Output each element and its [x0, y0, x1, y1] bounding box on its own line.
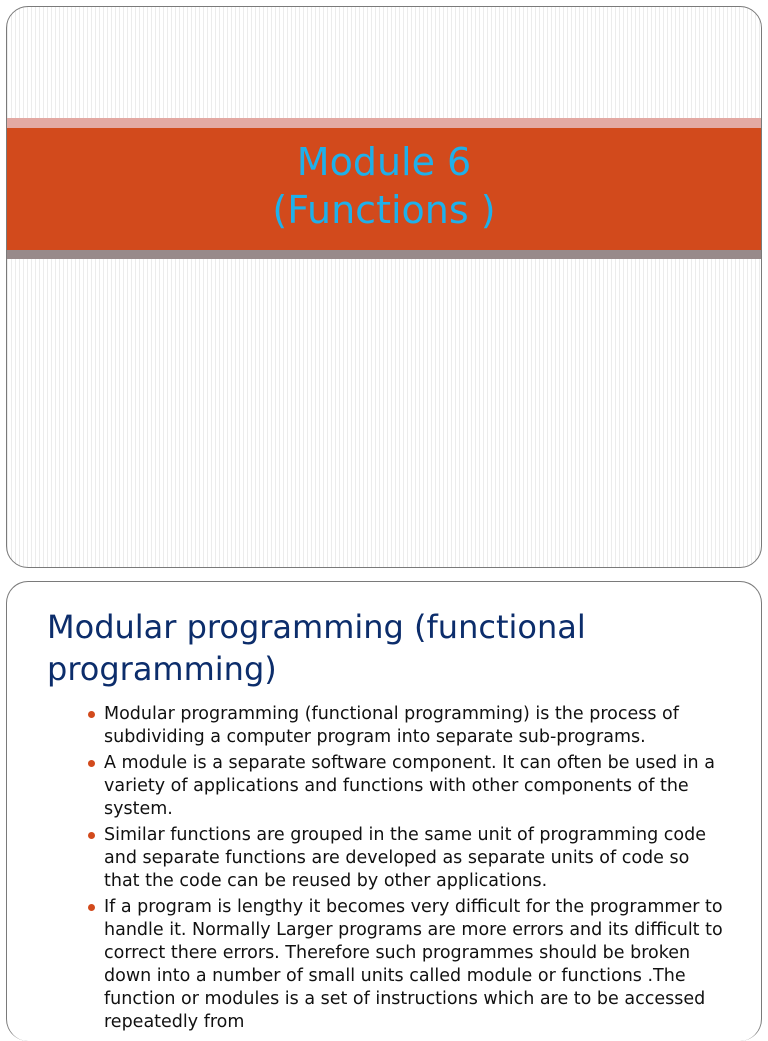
content-slide — [6, 581, 762, 1041]
bullet-item — [85, 824, 725, 893]
bullet-text: Modular programming (functional programming) is the process of subdividing a computer program into separate sub-programs. — [104, 704, 679, 747]
bullet-list — [85, 703, 725, 1037]
bullet-text: A module is a separate software component. It can often be used in a variety of applications and functions with other components of the system. — [104, 753, 715, 819]
slide-heading: Modular programming (functional programming) — [47, 608, 586, 688]
title-slide — [6, 6, 762, 568]
bullet-dot-icon — [88, 711, 95, 718]
bullet-text: If a program is lengthy it becomes very difficult for the programmer to handle it. Normally Larger programs are more errors and its difficult to correct there errors. Therefore such programmes should be broken down into a number of small units called module or functions .The function or modules is a set of instructions which are to be accessed repeatedly from — [104, 897, 723, 1032]
slide-title — [7, 138, 761, 234]
bullet-dot-icon — [88, 832, 95, 839]
title-band-bottom-stripe — [7, 250, 761, 259]
bullet-text: Similar functions are grouped in the same unit of programming code and separate functions are developed as separate units of code so that the code can be reused by other applications. — [104, 825, 707, 891]
bullet-item — [85, 752, 725, 821]
bullet-item — [85, 703, 725, 749]
bullet-dot-icon — [88, 760, 95, 767]
slide-title-line-1: Module 6 — [296, 140, 472, 184]
bullet-item — [85, 896, 725, 1034]
title-band-top-stripe — [7, 118, 761, 128]
slide-title-line-2: (Functions ) — [272, 188, 496, 232]
bullet-dot-icon — [88, 904, 95, 911]
